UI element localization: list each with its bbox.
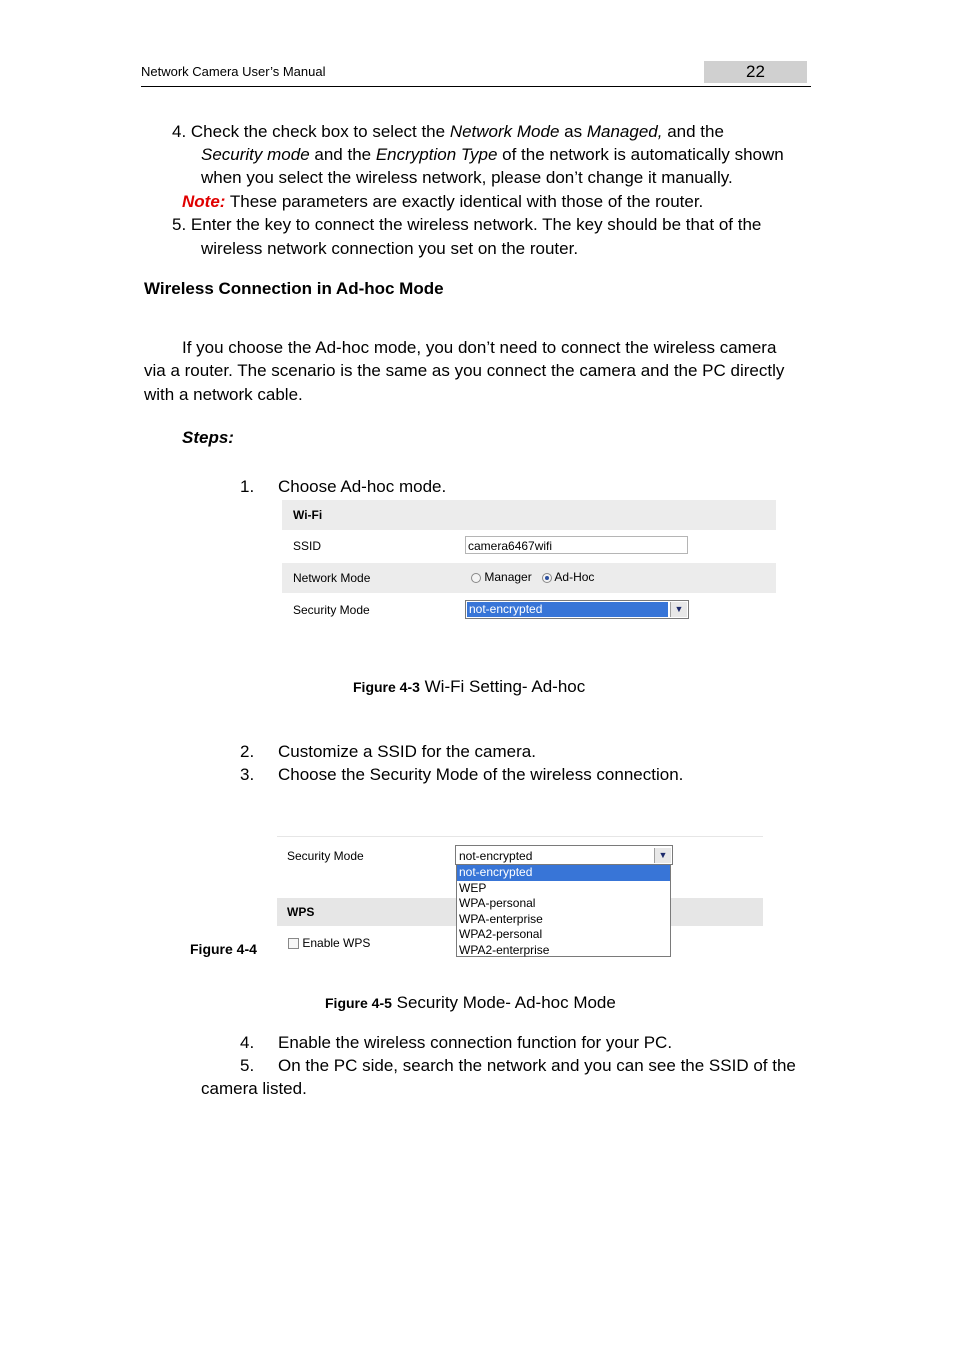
dropdown-option[interactable]: WPA2-personal [459,927,543,941]
list-item-3-num: 3. [240,765,255,784]
network-mode-row [282,563,776,593]
ssid-label: SSID [293,539,322,553]
adhoc-radio-label: Ad-Hoc [554,570,595,584]
manual-title: Network Camera User’s Manual [141,64,326,79]
page-number: 22 [704,61,807,83]
wifi-heading-row [282,500,776,530]
note-label: Note: [182,192,226,211]
figure-4-5-caption: Figure 4-5 Security Mode- Ad-hoc Mode [325,993,616,1012]
network-mode-label: Network Mode [293,571,371,585]
header-rule [141,86,811,87]
security-mode-selected: not-encrypted [467,602,668,617]
dropdown-option[interactable]: WPA-enterprise [459,911,543,926]
step5-line1: 5. Enter the key to connect the wireless network. The key should be that of the [172,215,762,234]
dropdown-option[interactable]: WPA-personal [459,896,536,910]
list-item-1-num: 1. [240,477,255,496]
dropdown-option[interactable]: WEP [459,880,487,895]
step4-line3: when you select the wireless network, please don’t change it manually. [201,168,733,187]
list-item-3-text: Choose the Security Mode of the wireless connection. [278,765,684,784]
security-panel-select-value: not-encrypted [459,849,533,863]
wifi-heading: Wi-Fi [293,508,323,522]
figure-4-3-caption: Figure 4-3 Wi-Fi Setting- Ad-hoc [353,677,586,696]
chevron-down-icon[interactable]: ▼ [670,602,687,617]
list-item-1-text: Choose Ad-hoc mode. [278,477,447,496]
enable-wps [288,936,370,950]
enable-wps-label: Enable WPS [302,936,371,950]
security-panel-top-rule [277,836,763,837]
network-mode-options [471,570,594,584]
intro-line2: via a router. The scenario is the same as you connect the camera and the PC directly [144,361,785,380]
security-mode-select[interactable] [465,600,689,619]
chevron-down-icon[interactable]: ▼ [654,848,671,863]
security-dropdown-list [456,865,671,957]
dropdown-option[interactable]: WPA2-enterprise [459,942,550,957]
figure-4-4-label: Figure 4-4 [190,941,257,957]
manager-radio[interactable] [471,573,481,583]
security-mode-row [282,595,776,625]
list-item-4-text: Enable the wireless connection function for your PC. [278,1033,673,1052]
dropdown-option[interactable]: not-encrypted [457,865,670,881]
enable-wps-checkbox[interactable] [288,938,299,949]
adhoc-radio[interactable] [542,573,552,583]
section-heading: Wireless Connection in Ad-hoc Mode [144,279,444,298]
wps-heading: WPS [287,905,315,919]
step4-line1: 4. Check the check box to select the Network Mode as Managed, and the [172,122,724,141]
ssid-input[interactable]: camera6467wifi [465,536,688,554]
note: Note: These parameters are exactly identical with those of the router. [182,192,704,211]
list-item-5-text: On the PC side, search the network and you can see the SSID of the [278,1056,796,1075]
step5-line2: wireless network connection you set on the router. [201,239,579,258]
security-panel-label: Security Mode [287,849,364,863]
intro-line1: If you choose the Ad-hoc mode, you don’t need to connect the wireless camera [182,338,777,357]
list-item-5-cont: camera listed. [201,1079,307,1098]
steps-label: Steps: [182,428,234,447]
list-item-5-num: 5. [240,1056,255,1075]
ssid-row [282,531,776,561]
list-item-4-num: 4. [240,1033,255,1052]
intro-line3: with a network cable. [144,385,303,404]
list-item-2-text: Customize a SSID for the camera. [278,742,536,761]
manager-radio-label: Manager [484,570,532,584]
list-item-2-num: 2. [240,742,255,761]
security-panel-select[interactable] [455,845,673,865]
security-mode-label: Security Mode [293,603,370,617]
step4-line2: Security mode and the Encryption Type of the network is automatically shown [201,145,784,164]
